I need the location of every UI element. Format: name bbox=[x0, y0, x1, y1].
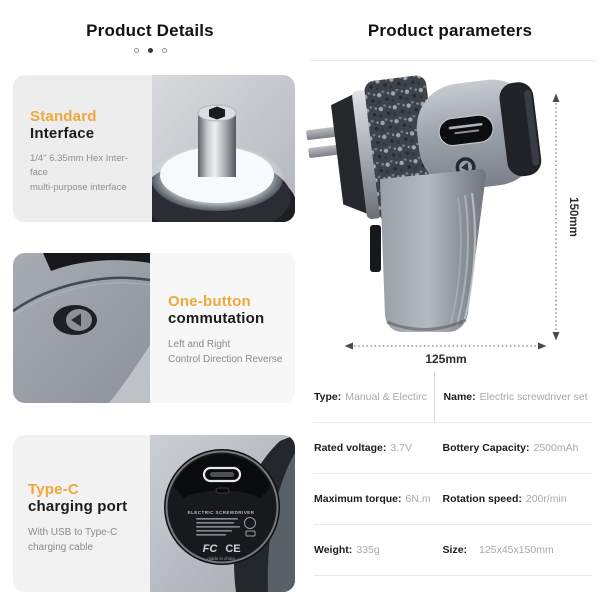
spec-value: 125x45x150mm bbox=[479, 544, 554, 556]
charging-port-photo bbox=[150, 435, 295, 592]
spec-row bbox=[314, 474, 592, 525]
spec-cell bbox=[434, 372, 592, 422]
right-panel-title: Product parameters bbox=[367, 21, 533, 40]
spec-label: Type: bbox=[314, 391, 342, 403]
charging-port-illustration bbox=[150, 435, 295, 592]
spec-table bbox=[314, 372, 592, 576]
spec-label: Maximum torque: bbox=[314, 493, 402, 505]
spec-value: Electric screwdriver set bbox=[479, 391, 588, 403]
feature-heading: Interface bbox=[30, 125, 95, 143]
spec-label: Rated voltage: bbox=[314, 442, 387, 454]
feature-description-line: face bbox=[30, 167, 48, 179]
spec-row bbox=[314, 372, 592, 423]
spec-value: 335g bbox=[356, 544, 380, 556]
spec-cell bbox=[434, 474, 592, 524]
feature-description-line: charging cable bbox=[28, 542, 94, 553]
feature-accent-title: Standard bbox=[30, 108, 97, 125]
fcc-mark: FC bbox=[202, 543, 218, 555]
made-in-label: made in china bbox=[207, 556, 235, 561]
screwdriver-diagram bbox=[300, 55, 600, 375]
feature-card-text bbox=[13, 435, 150, 592]
spec-cell bbox=[314, 525, 434, 575]
feature-description-line: With USB to Type-C bbox=[28, 526, 118, 538]
ce-mark: CE bbox=[225, 543, 241, 555]
chuck-cylinder bbox=[198, 113, 236, 177]
spec-value: 6N.m bbox=[405, 493, 431, 505]
feature-card-standard-interface bbox=[13, 75, 295, 222]
spec-label: Weight: bbox=[314, 544, 353, 556]
left-panel-title: Product Details bbox=[86, 21, 214, 40]
arrow-right bbox=[538, 343, 547, 350]
feature-card-text bbox=[13, 75, 152, 222]
arrow-down bbox=[553, 332, 560, 341]
width-label: 125mm bbox=[425, 352, 467, 366]
spec-label: Bottery Capacity: bbox=[442, 442, 530, 454]
cap-device-label: ELECTRIC SCREWDRIVER bbox=[187, 510, 255, 515]
spec-value: 2500mAh bbox=[533, 442, 579, 454]
feature-accent-title: One-button bbox=[168, 293, 251, 310]
hex-chuck-photo bbox=[152, 75, 295, 222]
feature-heading: charging port bbox=[28, 498, 128, 516]
feature-heading: commutation bbox=[168, 310, 265, 328]
spec-label: Rotation speed: bbox=[442, 493, 522, 505]
spec-row bbox=[314, 525, 592, 576]
feature-accent-title: Type-C bbox=[28, 481, 79, 498]
spec-label: Size: bbox=[442, 544, 468, 556]
feature-description-line: Left and Right bbox=[168, 338, 231, 350]
feature-card-one-button bbox=[13, 253, 295, 403]
spec-value: Manual & Electirc bbox=[345, 391, 427, 403]
carousel-dot-active[interactable] bbox=[148, 48, 153, 53]
spec-cell bbox=[314, 474, 434, 524]
feature-description-line: Control Direction Reverse bbox=[168, 354, 283, 365]
height-label: 150mm bbox=[567, 197, 579, 237]
arrow-up bbox=[553, 94, 560, 103]
product-parameters-panel bbox=[300, 0, 600, 600]
spec-row bbox=[314, 423, 592, 474]
reverse-button-illustration bbox=[13, 253, 150, 403]
width-dimension bbox=[345, 343, 547, 367]
hex-chuck-illustration bbox=[152, 75, 295, 222]
spec-value: 200r/min bbox=[525, 493, 567, 505]
reset-hole bbox=[216, 488, 229, 493]
spec-cell bbox=[434, 525, 592, 575]
feature-card-text bbox=[150, 253, 295, 403]
carousel-dot[interactable] bbox=[162, 48, 167, 53]
arrow-left bbox=[345, 343, 354, 350]
belt-clip bbox=[370, 225, 381, 272]
carousel-dots bbox=[0, 48, 300, 53]
spec-value: 3.7V bbox=[390, 442, 412, 454]
spec-cell bbox=[314, 372, 434, 422]
reverse-button-photo bbox=[13, 253, 150, 403]
carousel-dot[interactable] bbox=[134, 48, 139, 53]
spec-cell bbox=[314, 423, 434, 473]
spec-label: Name: bbox=[443, 391, 476, 403]
screwdriver-handle bbox=[370, 169, 486, 332]
feature-description-line: 1/4" 6.35mm Hex Inter- bbox=[30, 152, 128, 164]
feature-description-line: multi-purpose interface bbox=[30, 181, 127, 193]
spec-cell bbox=[434, 423, 592, 473]
feature-card-type-c bbox=[13, 435, 295, 592]
height-dimension bbox=[553, 94, 580, 341]
